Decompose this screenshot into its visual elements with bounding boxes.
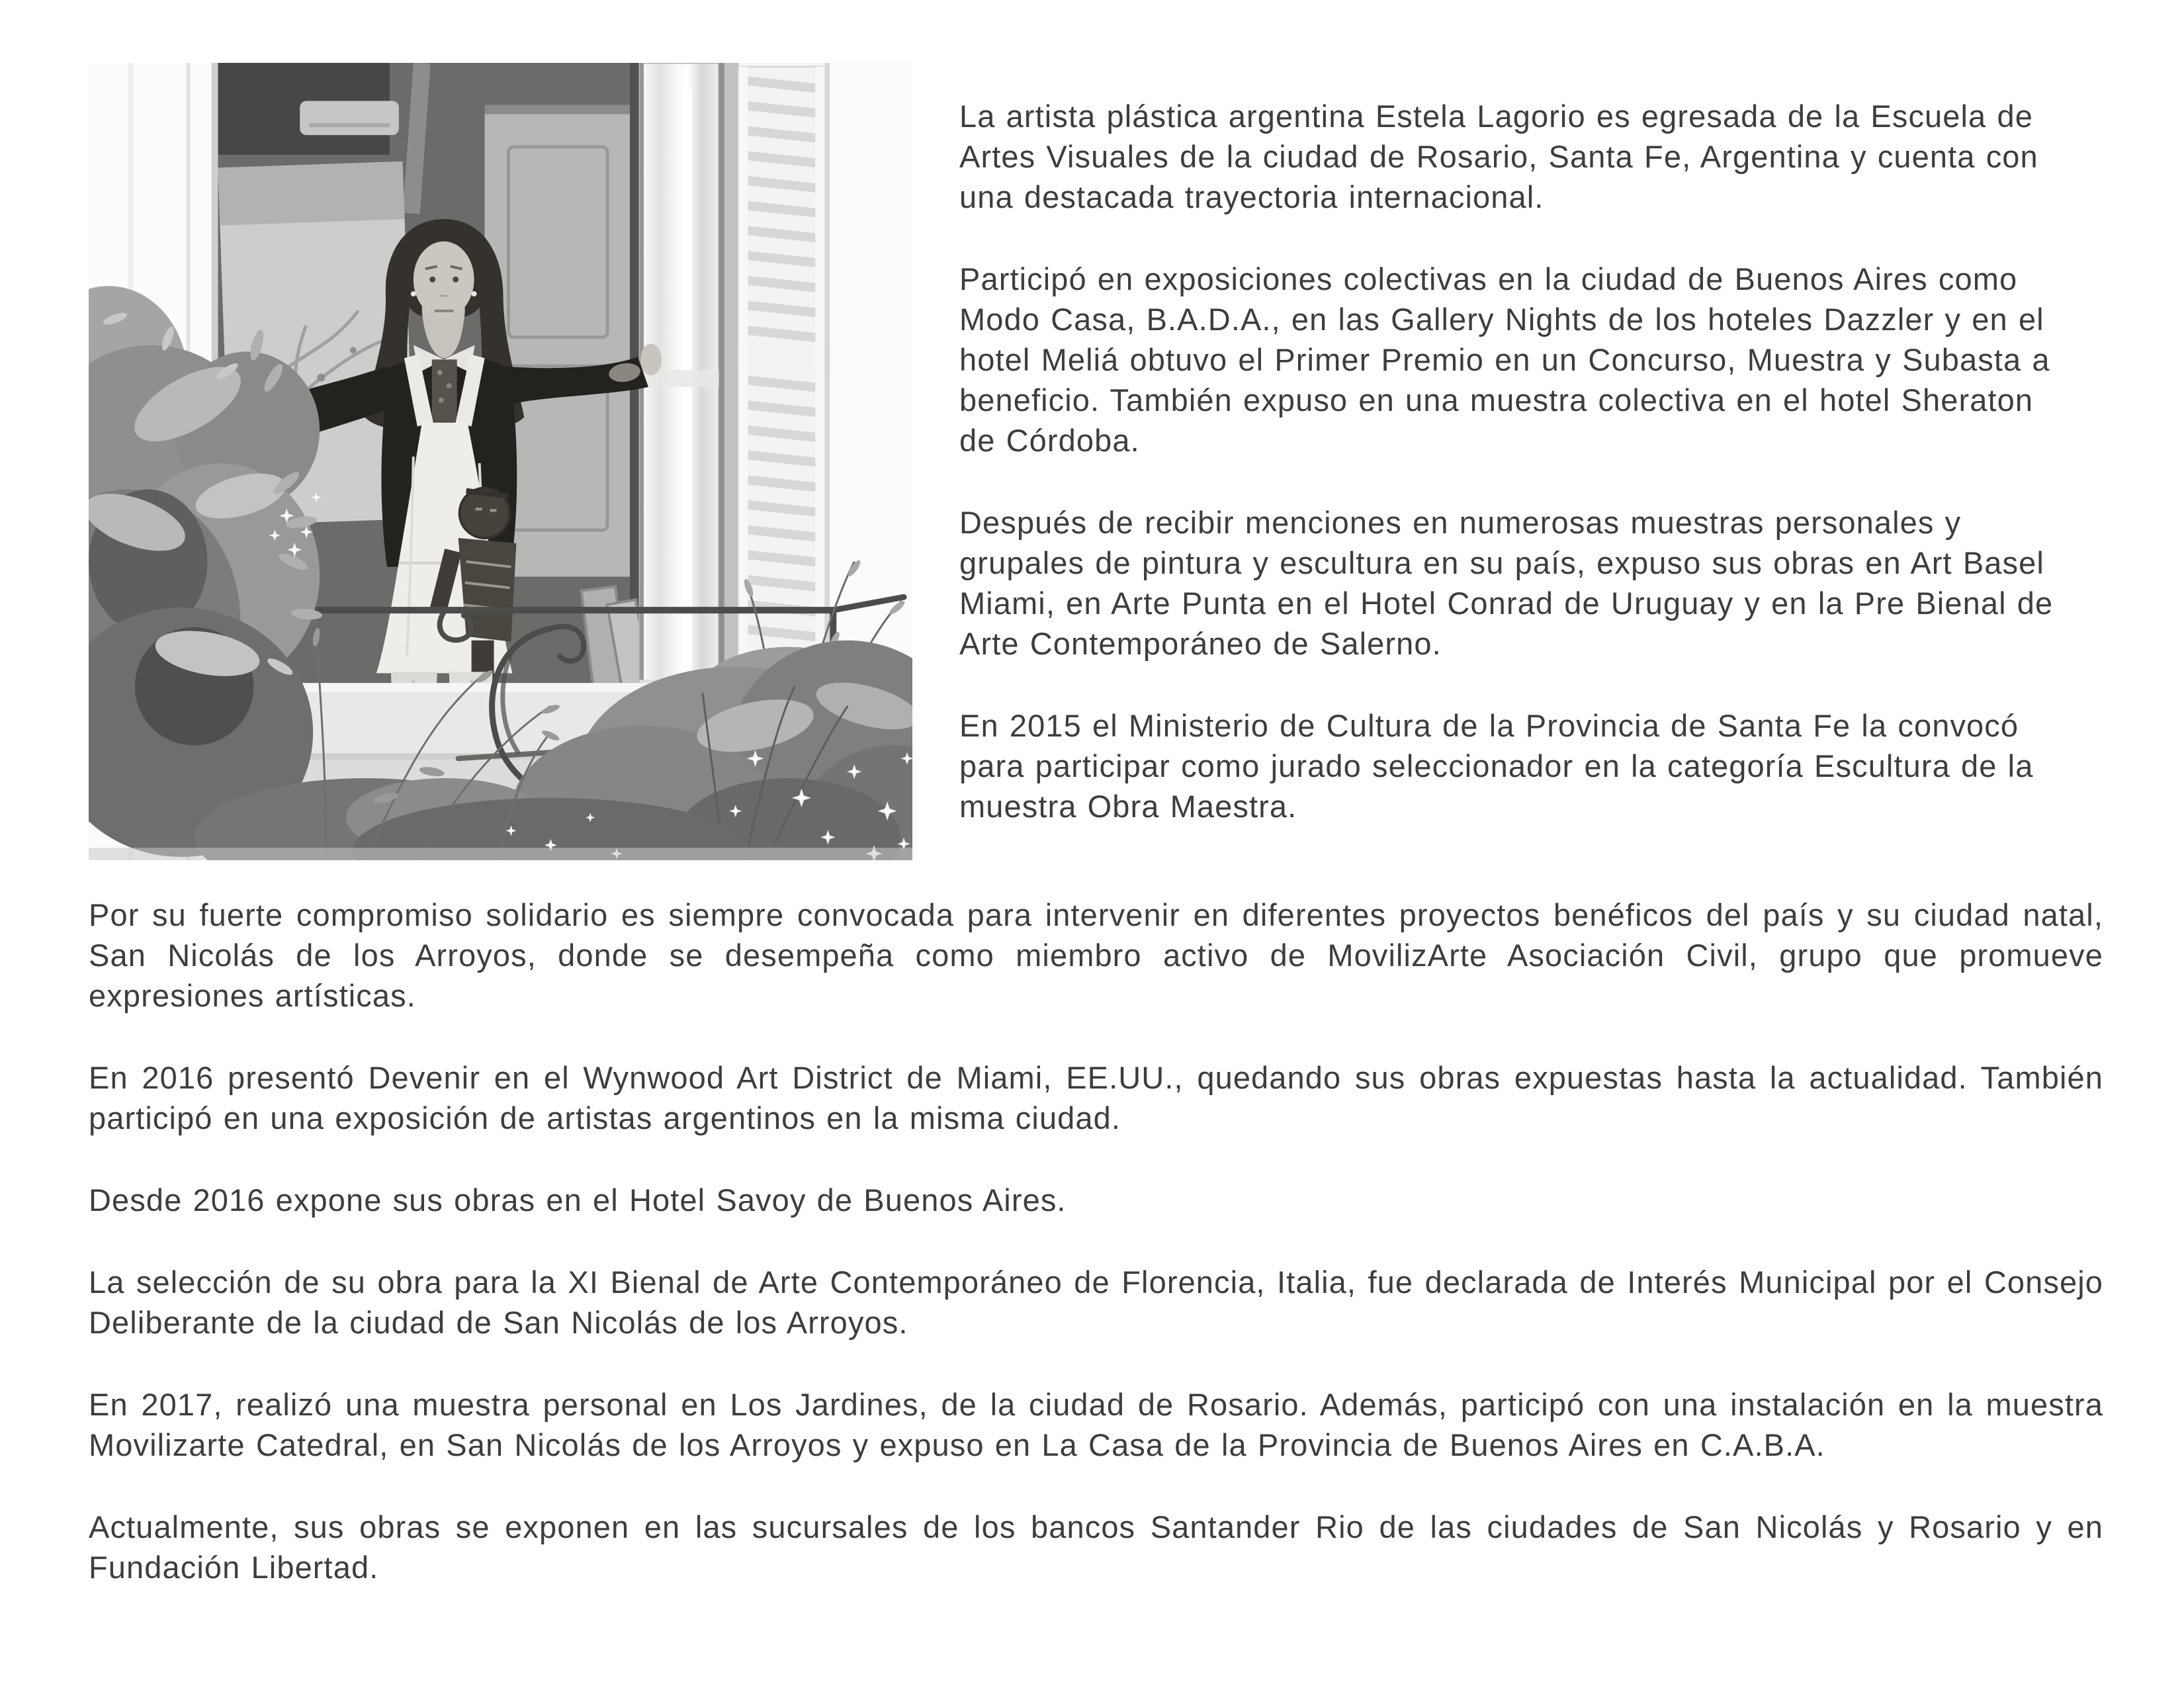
bio-intro-column <box>959 63 2071 868</box>
bio-paragraph-intro-2: Participó en exposiciones colectivas en la ciudad de Buenos Aires como Modo Casa, B.A.D.A., en las Gallery Nights de los hoteles Dazzler y en el hotel Meliá obtuvo el Primer Premio en un Concurso, Muestra y Subasta a beneficio. También expuso en una muestra colectiva en el hotel Sheraton de Córdoba. <box>959 261 2050 458</box>
bio-paragraph-full-1: Por su fuerte compromiso solidario es siempre convocada para intervenir en diferentes proyectos benéficos del país y su ciudad natal, San Nicolás de los Arroyos, donde se desempeña como miembro activo de MovilizArte Asociación Civil, grupo que promueve expresiones artísticas. <box>89 897 2103 1013</box>
louvered-shutter <box>739 67 825 662</box>
right-hand <box>640 343 662 375</box>
bio-paragraph-full-6: Actualmente, sus obras se exponen en las sucursales de los bancos Santander Rio de las ciudades de San Nicolás y Rosario y en Fundación Libertad. <box>89 1509 2103 1585</box>
bio-full-width-section <box>0 868 2184 1587</box>
artist-photo <box>89 63 912 860</box>
glass-door <box>640 63 739 729</box>
bio-paragraph-full-3: Desde 2016 expone sus obras en el Hotel Savoy de Buenos Aires. <box>89 1182 1067 1218</box>
bio-paragraph-full-5: En 2017, realizó una muestra personal en Los Jardines, de la ciudad de Rosario. Además, participó con una instalación en la muestra Movilizarte Catedral, en San Nicolás de los Arroyos y expuso en La Casa de la Provincia de Buenos Aires en C.A.B.A. <box>89 1387 2103 1462</box>
bio-paragraph-full-4: La selección de su obra para la XI Bienal de Arte Contemporáneo de Florencia, Italia, fue declarada de Interés Municipal por el Consejo Deliberante de la ciudad de San Nicolás de los Arroyos. <box>89 1265 2103 1340</box>
bio-paragraph-full-2: En 2016 presentó Devenir en el Wynwood Art District de Miami, EE.UU., quedando sus obras expuestas hasta la actualidad. También participó en una exposición de artistas argentinos en la misma ciudad. <box>89 1060 2103 1135</box>
bio-paragraph-intro-3: Después de recibir menciones en numerosas muestras personales y grupales de pintura y escultura en su país, expuso sus obras en Art Basel Miami, en Arte Punta en el Hotel Conrad de Uruguay y en la Pre Bienal de Arte Contemporáneo de Salerno. <box>959 505 2054 661</box>
bio-paragraph-intro-1: La artista plástica argentina Estela Lagorio es egresada de la Escuela de Artes Visuales de la ciudad de Rosario, Santa Fe, Argentina y cuenta con una destacada trayectoria internacional. <box>959 99 2038 214</box>
bio-paragraph-intro-4: En 2015 el Ministerio de Cultura de la Provincia de Santa Fe la convocó para participar como jurado seleccionador en la categoría Escultura de la muestra Obra Maestra. <box>959 708 2034 824</box>
artist-photo-illustration <box>89 63 912 860</box>
left-bush <box>89 286 323 857</box>
